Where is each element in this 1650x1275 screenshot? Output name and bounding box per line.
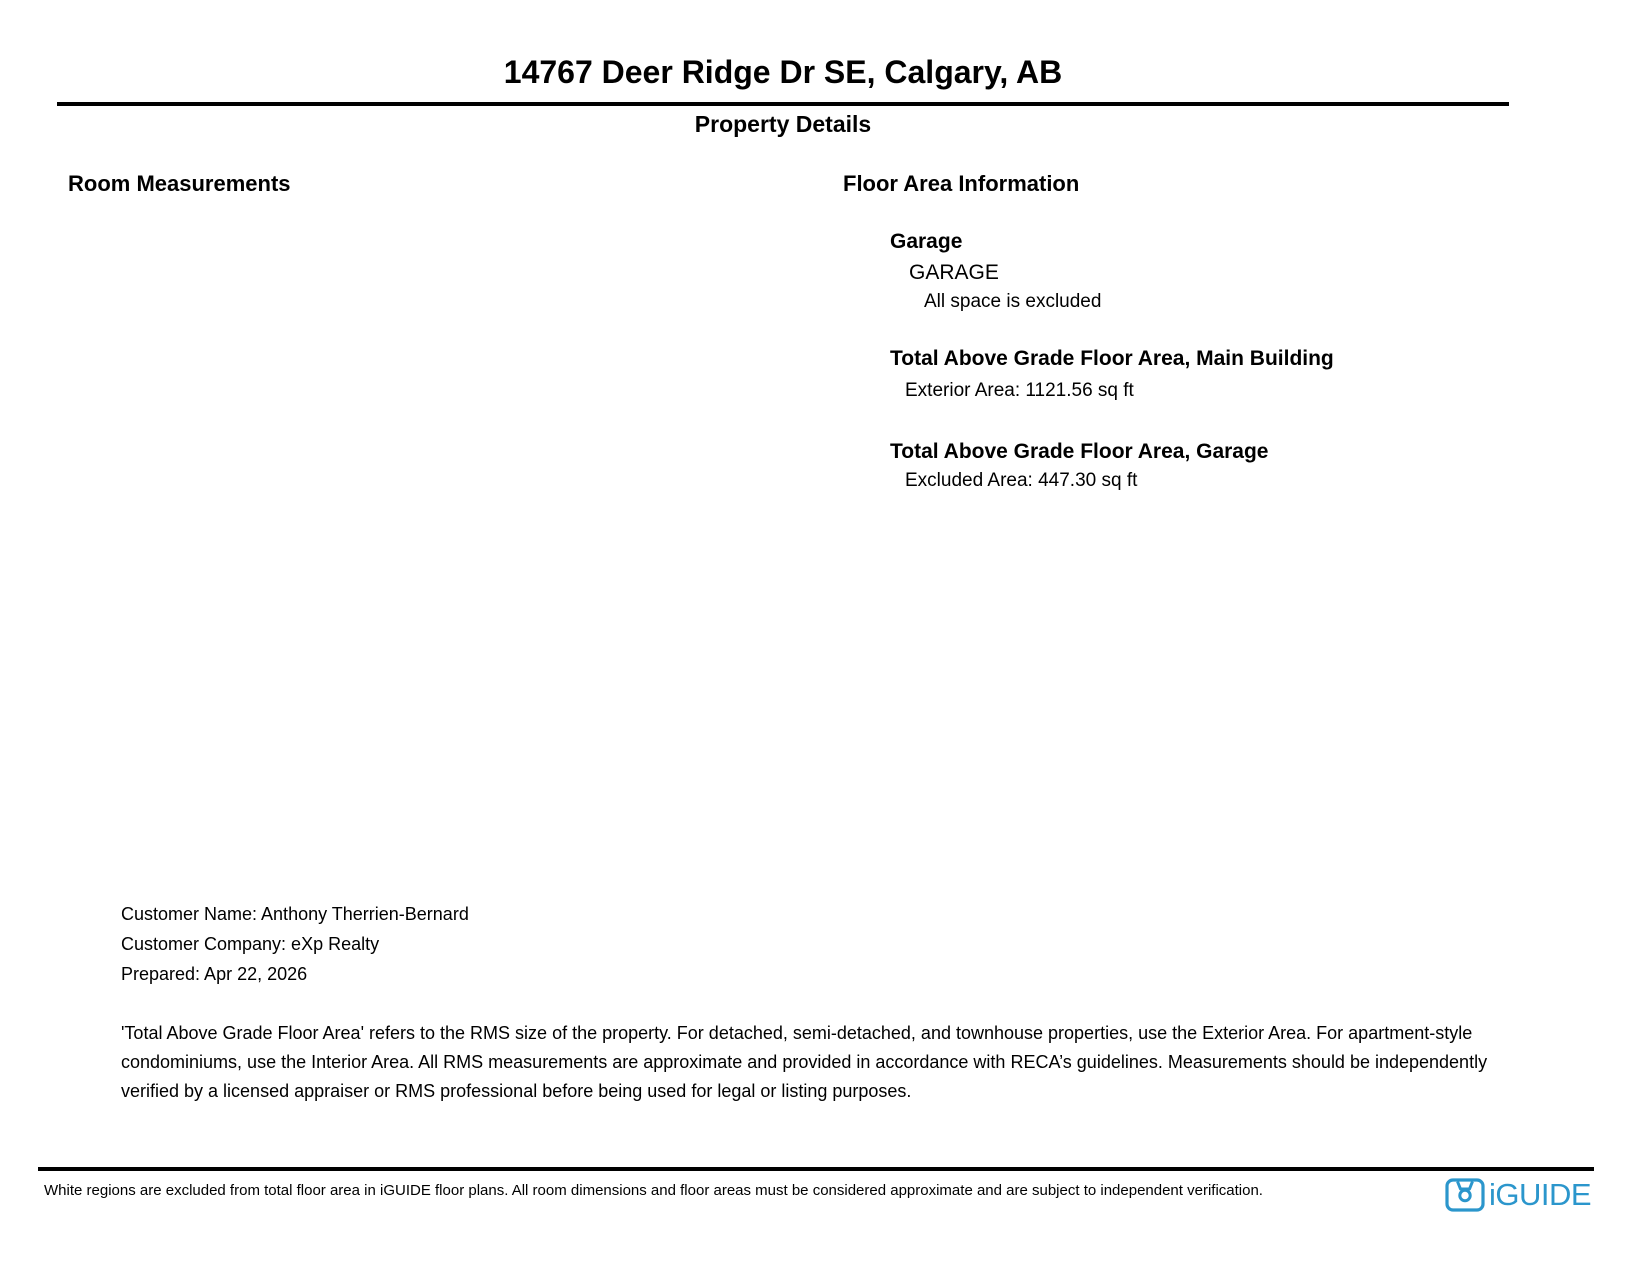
total-garage-value: Excluded Area: 447.30 sq ft bbox=[905, 470, 1138, 491]
garage-section-title: Garage bbox=[890, 230, 963, 253]
total-main-title: Total Above Grade Floor Area, Main Building bbox=[890, 347, 1334, 370]
prepared-date-line: Prepared: Apr 22, 2026 bbox=[121, 964, 308, 984]
iguide-camera-icon bbox=[1445, 1178, 1485, 1212]
garage-room-label: GARAGE bbox=[909, 261, 999, 284]
rms-disclaimer: 'Total Above Grade Floor Area' refers to the RMS size of the property. For detached, semi-detached, and townhouse properties, use the Exterior Area. For apartment-style condominiums, use the Interior Area. All RMS measurements are approximate and provided in accordance with RECA’s guidelines. Measurements should be independently verified by a licensed appraiser or RMS professional before being used for legal or listing purposes. bbox=[121, 1023, 1488, 1101]
customer-info bbox=[121, 899, 469, 989]
floor-area-heading: Floor Area Information bbox=[843, 171, 1080, 196]
total-main-value: Exterior Area: 1121.56 sq ft bbox=[905, 380, 1134, 401]
footer-divider bbox=[38, 1167, 1594, 1171]
page-title: 14767 Deer Ridge Dr SE, Calgary, AB bbox=[503, 54, 1063, 90]
footer-note: White regions are excluded from total floor area in iGUIDE floor plans. All room dimensions and floor areas must be considered approximate and are subject to independent verification. bbox=[44, 1182, 1263, 1199]
iguide-logo bbox=[1445, 1177, 1591, 1212]
room-measurements-heading: Room Measurements bbox=[68, 171, 291, 196]
customer-company-line: Customer Company: eXp Realty bbox=[121, 934, 380, 954]
page-subtitle: Property Details bbox=[694, 111, 872, 137]
total-garage-title: Total Above Grade Floor Area, Garage bbox=[890, 440, 1269, 463]
garage-room-note: All space is excluded bbox=[924, 291, 1102, 312]
customer-name-line: Customer Name: Anthony Therrien-Bernard bbox=[121, 904, 469, 924]
iguide-logo-text: iGUIDE bbox=[1489, 1176, 1592, 1212]
title-divider bbox=[57, 102, 1509, 106]
